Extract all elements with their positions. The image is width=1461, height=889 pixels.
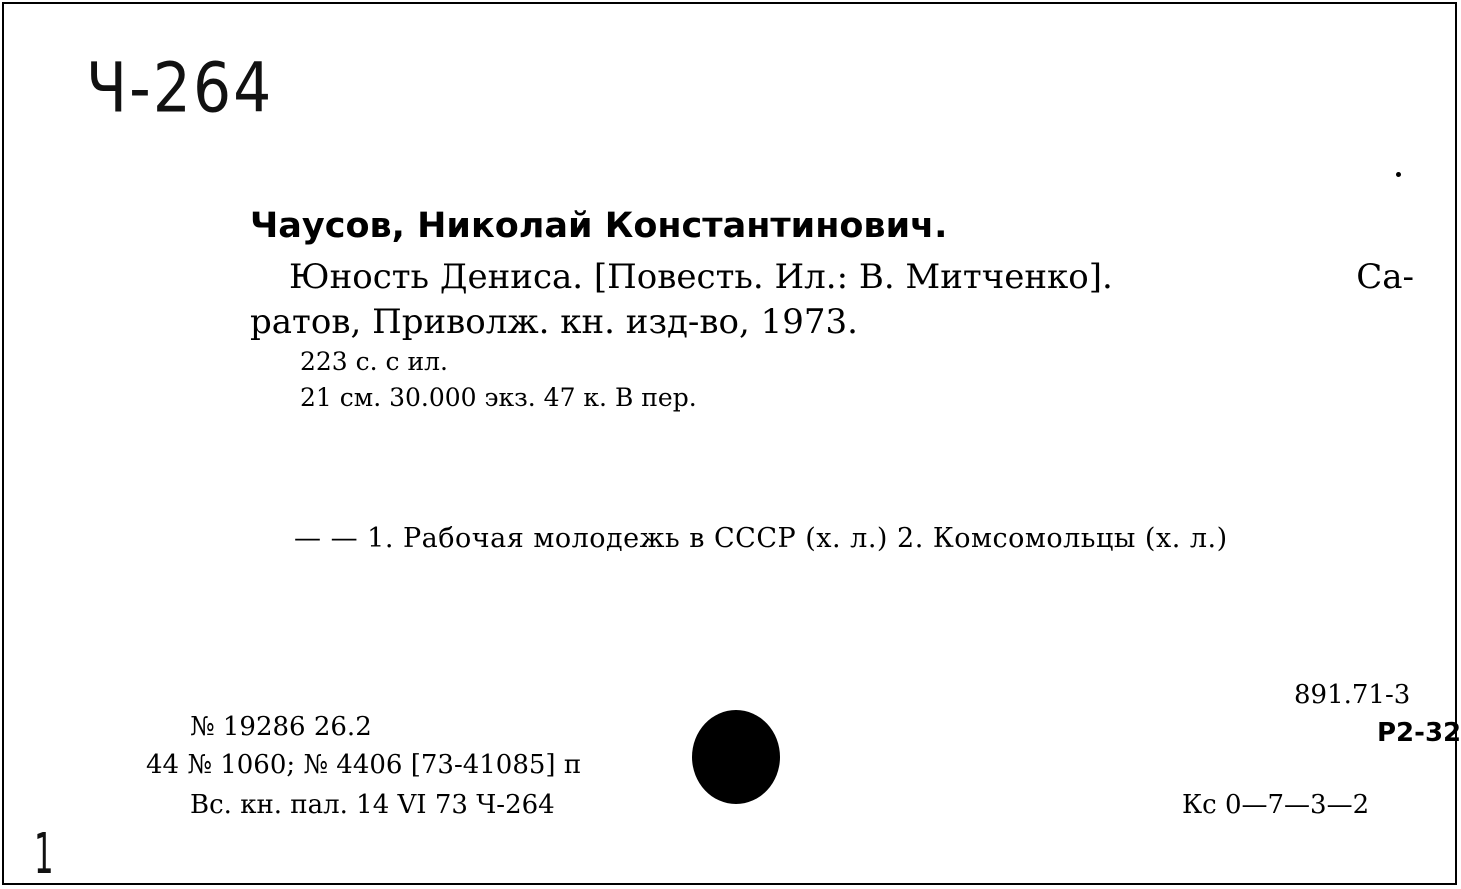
title-text: Юность Дениса. [Повесть. Ил.: В. Митченко]. [289,257,1113,297]
registration-line-1: № 19286 26.2 [190,712,372,742]
pages-info: 223 с. с ил. [300,347,448,376]
ink-speck [1396,172,1401,177]
registration-line-2: 44 № 1060; № 4406 [73-41085] п [146,750,582,780]
subject-headings: — — 1. Рабочая молодежь в СССР (х. л.) 2. Комсомольцы (х. л.) [294,523,1228,554]
classification-index-1: 891.71-3 [1294,680,1411,710]
classification-index-2: Р2-32 [1377,718,1461,748]
author-heading: Чаусов, Николай Константинович. [250,206,948,246]
classification-code: Кс 0—7—3—2 [1182,790,1370,820]
size-price-info: 21 см. 30.000 экз. 47 к. В пер. [300,383,697,412]
catalog-card [2,2,1461,887]
registration-line-3: Вс. кн. пал. 14 VI 73 Ч-264 [190,790,555,820]
title-line-2: ратов, Приволж. кн. изд-во, 1973. [250,302,858,342]
title-line-1 [289,257,1414,297]
punch-hole [692,710,780,804]
handwritten-shelf-mark: Ч-264 [86,48,274,129]
title-hyphenation: Са- [1356,257,1414,297]
handwritten-card-number: 1 [34,822,54,887]
